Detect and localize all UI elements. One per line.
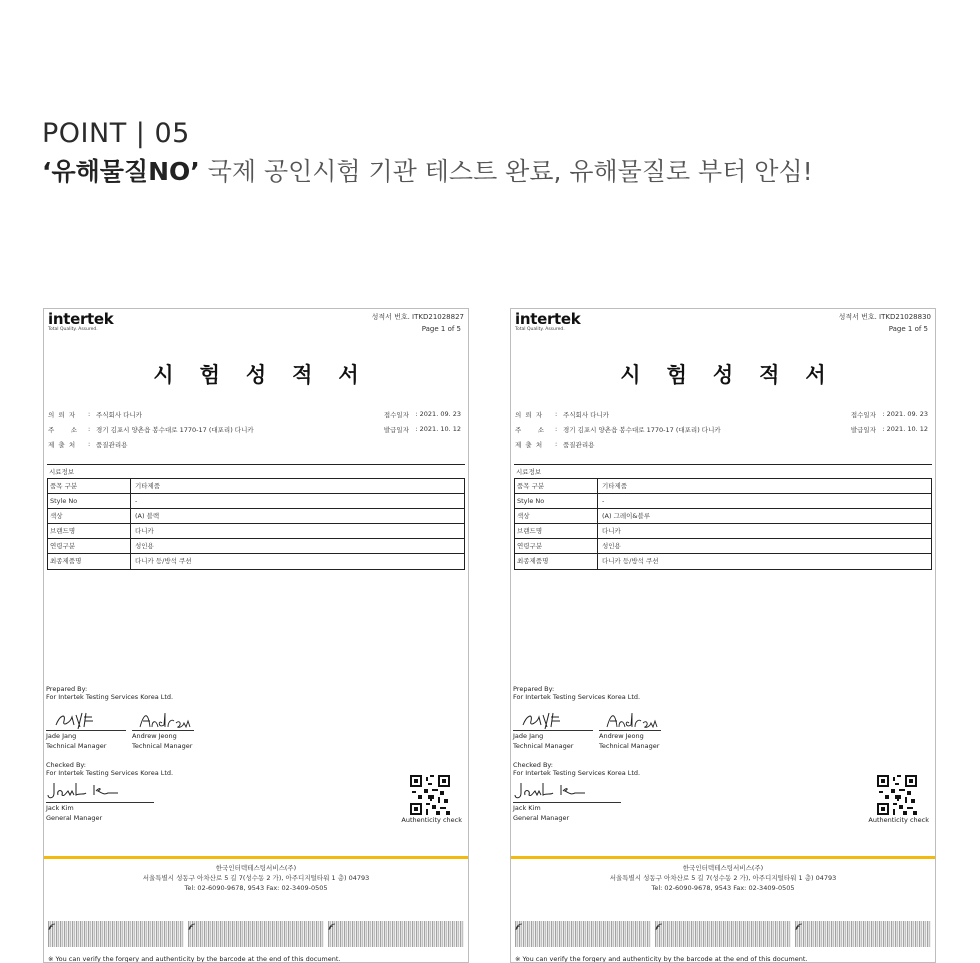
checked-by-label: Checked By: (46, 761, 86, 769)
authenticity-check-label: Authenticity check (401, 816, 462, 824)
client-label: 의 뢰 자 (48, 411, 76, 419)
sample-info-header: 시료정보 (514, 465, 932, 479)
prepared-by-label: Prepared By: (46, 685, 88, 693)
sample-rows (47, 479, 465, 569)
logo-brand: intertek (515, 310, 581, 328)
verification-footnote: ※ You can verify the forgery and authenticity by the barcode at the end of this document. (48, 955, 341, 963)
signal-icon (795, 923, 803, 931)
row-value: 성인용 (131, 539, 465, 553)
barcode-block (328, 921, 464, 947)
separator: : (555, 425, 558, 433)
company-tel: Tel: 02-6090-9678, 9543 Fax: 02-3409-0505 (184, 884, 328, 892)
sample-rows (514, 479, 932, 569)
signer-title: General Manager (46, 814, 103, 822)
logo-tagline: Total Quality. Assured. (48, 327, 98, 332)
signer-title: General Manager (513, 814, 570, 822)
qr-code-icon[interactable] (877, 775, 917, 815)
yellow-divider (511, 856, 935, 859)
intertek-logo (515, 312, 580, 333)
issued-value: : 2021. 10. 12 (415, 425, 461, 433)
qr-code-icon[interactable] (410, 775, 450, 815)
barcode-strip (48, 921, 464, 951)
table-row (47, 494, 465, 509)
checked-by (46, 761, 173, 777)
barcode-block (188, 921, 324, 947)
sample-info-header: 시료정보 (47, 465, 465, 479)
certificate-number: 성적서 번호. ITKD21028830 (838, 313, 931, 321)
signature-jack-kim (513, 779, 621, 823)
separator: : (88, 410, 91, 418)
prepared-by-company: For Intertek Testing Services Korea Ltd. (513, 693, 641, 701)
signer-name: Jack Kim (46, 804, 74, 812)
authenticity-check-label: Authenticity check (868, 816, 929, 824)
barcode-block (655, 921, 791, 947)
signature-andrew-jeong (599, 707, 661, 751)
table-row (47, 509, 465, 524)
signal-icon (48, 923, 56, 931)
checked-by-company: For Intertek Testing Services Korea Ltd. (46, 769, 174, 777)
row-key: 연령구분 (514, 539, 598, 553)
row-key: Style No (47, 494, 131, 508)
address-value: 경기 김포시 양촌읍 봉수대로 1770-17 (대포리) 다니카 (563, 426, 721, 434)
row-value: - (598, 494, 932, 508)
row-value: 기타제품 (131, 479, 465, 493)
address-value: 경기 김포시 양촌읍 봉수대로 1770-17 (대포리) 다니카 (96, 426, 254, 434)
row-value: 다니카 등/방석 쿠션 (598, 554, 932, 569)
table-row (514, 494, 932, 509)
row-value: 성인용 (598, 539, 932, 553)
row-value: - (131, 494, 465, 508)
signer-name: Andrew Jeong (599, 732, 644, 740)
row-value: 기타제품 (598, 479, 932, 493)
received-label: 접수일자 (383, 411, 409, 419)
table-row (514, 539, 932, 554)
company-name: 한국인터텍테스팅서비스(주) (215, 864, 297, 872)
row-value: 다니카 (131, 524, 465, 538)
headline-quoted: ‘유해물질NO’ (42, 157, 200, 186)
company-footer (44, 863, 468, 893)
signature-mark (513, 707, 593, 731)
client-value: 주식회사 다니카 (563, 411, 610, 419)
row-value: 다니카 (598, 524, 932, 538)
prepared-by-label: Prepared By: (513, 685, 555, 693)
signature-jack-kim (46, 779, 154, 823)
submitter-value: 품질관리용 (96, 441, 128, 449)
signer-title: Technical Manager (599, 742, 660, 750)
client-info (515, 410, 931, 455)
issued-label: 발급일자 (383, 426, 409, 434)
signal-icon (188, 923, 196, 931)
headline-rest: 국제 공인시험 기관 테스트 완료, 유해물질로 부터 안심! (199, 157, 813, 186)
signal-icon (515, 923, 523, 931)
company-address: 서울특별시 성동구 아차산로 5 길 7(성수동 2 가), 아주디지털타워 1 층) 04793 (142, 874, 370, 882)
signature-mark (46, 779, 154, 803)
received-value: : 2021. 09. 23 (882, 410, 928, 418)
sample-info-table (47, 464, 465, 570)
row-key: 최종제품명 (47, 554, 131, 569)
row-value: (A) 블랙 (131, 509, 465, 523)
signer-name: Jack Kim (513, 804, 541, 812)
page-number: Page 1 of 5 (421, 325, 461, 333)
barcode-block (48, 921, 184, 947)
separator: : (88, 425, 91, 433)
signer-title: Technical Manager (46, 742, 107, 750)
barcode-strip (515, 921, 931, 951)
row-key: 품목 구분 (47, 479, 131, 493)
received-value: : 2021. 09. 23 (415, 410, 461, 418)
row-key: 연령구분 (47, 539, 131, 553)
prepared-by (513, 685, 640, 701)
signer-title: Technical Manager (132, 742, 193, 750)
table-row (514, 524, 932, 539)
signature-mark (46, 707, 126, 731)
address-label: 주 소 (515, 426, 545, 434)
company-name: 한국인터텍테스팅서비스(주) (682, 864, 764, 872)
prepared-signatures (46, 707, 246, 753)
issued-value: : 2021. 10. 12 (882, 425, 928, 433)
signer-name: Andrew Jeong (132, 732, 177, 740)
company-footer (511, 863, 935, 893)
barcode-block (795, 921, 931, 947)
point-label: POINT | 05 (42, 118, 190, 149)
row-key: 색상 (514, 509, 598, 523)
company-address: 서울특별시 성동구 아차산로 5 길 7(성수동 2 가), 아주디지털타워 1 층) 04793 (609, 874, 837, 882)
document-title: 시험성적서 (620, 363, 852, 387)
prepared-signatures (513, 707, 713, 753)
row-key: Style No (514, 494, 598, 508)
logo-brand: intertek (48, 310, 114, 328)
table-row (514, 479, 932, 494)
separator: : (555, 440, 558, 448)
yellow-divider (44, 856, 468, 859)
submitter-value: 품질관리용 (563, 441, 595, 449)
client-label: 의 뢰 자 (515, 411, 543, 419)
signature-mark (513, 779, 621, 803)
headline (42, 118, 813, 190)
row-key: 브랜드명 (514, 524, 598, 538)
address-label: 주 소 (48, 426, 78, 434)
row-value: (A) 그레이&블루 (598, 509, 932, 523)
signature-mark (599, 707, 661, 731)
sample-info-table (514, 464, 932, 570)
table-row (514, 509, 932, 524)
document-title: 시험성적서 (153, 363, 385, 387)
submitter-label: 제 출 처 (515, 441, 543, 449)
prepared-by (46, 685, 173, 701)
logo-tagline: Total Quality. Assured. (515, 327, 565, 332)
signer-name: Jade Jang (513, 732, 544, 740)
table-row (47, 539, 465, 554)
row-key: 품목 구분 (514, 479, 598, 493)
signer-name: Jade Jang (46, 732, 77, 740)
signature-jade-jang (46, 707, 126, 751)
submitter-label: 제 출 처 (48, 441, 76, 449)
verification-footnote: ※ You can verify the forgery and authenticity by the barcode at the end of this document. (515, 955, 808, 963)
headline-subtitle (42, 154, 813, 190)
issued-label: 발급일자 (850, 426, 876, 434)
row-key: 색상 (47, 509, 131, 523)
company-tel: Tel: 02-6090-9678, 9543 Fax: 02-3409-0505 (651, 884, 795, 892)
table-row (47, 479, 465, 494)
signature-jade-jang (513, 707, 593, 751)
table-row (514, 554, 932, 569)
checked-by-label: Checked By: (513, 761, 553, 769)
signal-icon (655, 923, 663, 931)
intertek-logo (48, 312, 113, 333)
page-number: Page 1 of 5 (888, 325, 928, 333)
checked-by (513, 761, 640, 777)
barcode-block (515, 921, 651, 947)
row-key: 브랜드명 (47, 524, 131, 538)
prepared-by-company: For Intertek Testing Services Korea Ltd. (46, 693, 174, 701)
row-key: 최종제품명 (514, 554, 598, 569)
signal-icon (328, 923, 336, 931)
checked-by-company: For Intertek Testing Services Korea Ltd. (513, 769, 641, 777)
signature-mark (132, 707, 194, 731)
client-value: 주식회사 다니카 (96, 411, 143, 419)
signature-andrew-jeong (132, 707, 194, 751)
test-report-document-2 (510, 308, 936, 963)
client-info (48, 410, 464, 455)
row-value: 다니카 등/방석 쿠션 (131, 554, 465, 569)
separator: : (555, 410, 558, 418)
test-report-document-1 (43, 308, 469, 963)
signer-title: Technical Manager (513, 742, 574, 750)
received-label: 접수일자 (850, 411, 876, 419)
table-row (47, 554, 465, 569)
separator: : (88, 440, 91, 448)
certificate-number: 성적서 번호. ITKD21028827 (371, 313, 464, 321)
table-row (47, 524, 465, 539)
